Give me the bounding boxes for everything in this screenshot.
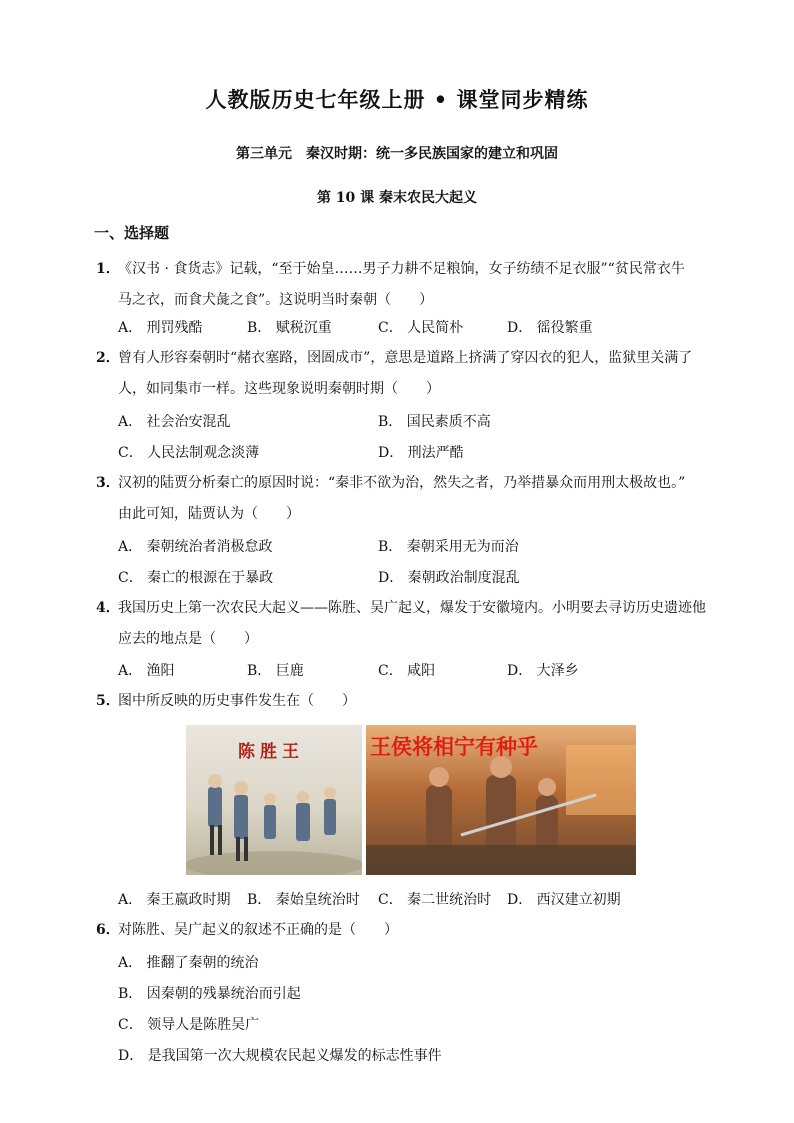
question-text-cont: 马之衣，而食犬彘之食”。这说明当时秦朝（ ） xyxy=(118,292,434,308)
section-heading: 一、选择题 xyxy=(94,224,170,242)
question-text: 图中所反映的历史事件发生在（ ） xyxy=(118,693,356,709)
question-text: 曾有人形容秦朝时“赭衣塞路，囹圄成市”，意思是道路上挤满了穿囚衣的犯人，监狱里关满了 xyxy=(118,350,693,366)
option-b[interactable]: B． 赋税沉重 xyxy=(247,320,332,336)
unit-heading: 第三单元 秦汉时期：统一多民族国家的建立和巩固 xyxy=(236,146,558,162)
question-text-cont: 人，如同集市一样。这些现象说明秦朝时期（ ） xyxy=(118,381,440,397)
option-d[interactable]: D． 是我国第一次大规模农民起义爆发的标志性事件 xyxy=(118,1048,442,1064)
question-number: 1． xyxy=(96,261,120,277)
option-a[interactable]: A． 推翻了秦朝的统治 xyxy=(118,955,259,971)
option-a[interactable]: A． 秦王嬴政时期 xyxy=(118,892,231,908)
option-d[interactable]: D． 刑法严酷 xyxy=(378,445,464,461)
question-number: 2． xyxy=(96,350,120,366)
figure-caption-1: 陈胜王 xyxy=(238,742,304,762)
question-number: 5． xyxy=(96,693,120,709)
option-a[interactable]: A． 渔阳 xyxy=(118,663,175,679)
question-number: 6． xyxy=(96,922,120,938)
option-a[interactable]: A． 社会治安混乱 xyxy=(118,414,231,430)
question-5 xyxy=(96,686,708,717)
option-b[interactable]: B． 秦朝采用无为而治 xyxy=(378,539,519,555)
option-c[interactable]: C． 秦二世统治时 xyxy=(378,892,492,908)
question-number: 3． xyxy=(96,475,120,491)
option-c[interactable]: C． 秦亡的根源在于暴政 xyxy=(118,570,274,586)
page-title: 人教版历史七年级上册 • 课堂同步精练 xyxy=(205,87,589,112)
question-text-cont: 应去的地点是（ ） xyxy=(118,631,258,647)
option-c[interactable]: C． 咸阳 xyxy=(378,663,436,679)
option-a[interactable]: A． 刑罚残酷 xyxy=(118,320,203,336)
question-1 xyxy=(96,254,708,316)
illustration-chen-sheng-wang xyxy=(186,725,362,875)
option-c[interactable]: C． 人民简朴 xyxy=(378,320,464,336)
question-2 xyxy=(96,343,708,405)
question-text-cont: 由此可知，陆贾认为（ ） xyxy=(118,506,300,522)
question-text: 《汉书 · 食货志》记载，“至于始皇……男子力耕不足粮饷，女子纺绩不足衣服”“贫民常衣牛 xyxy=(118,261,685,277)
question-3 xyxy=(96,468,708,530)
option-b[interactable]: B． 因秦朝的残暴统治而引起 xyxy=(118,986,301,1002)
option-c[interactable]: C． 人民法制观念淡薄 xyxy=(118,445,260,461)
option-b[interactable]: B． 国民素质不高 xyxy=(378,414,491,430)
question-number: 4． xyxy=(96,600,120,616)
question-text: 我国历史上第一次农民大起义——陈胜、吴广起义，爆发于安徽境内。小明要去寻访历史遗迹他 xyxy=(118,600,706,616)
lesson-heading: 第 10 课 秦末农民大起义 xyxy=(316,190,478,206)
question-4 xyxy=(96,593,708,655)
question-6 xyxy=(96,915,708,946)
figure-caption-2: 王侯将相宁有种乎 xyxy=(370,734,538,759)
question-text: 对陈胜、吴广起义的叙述不正确的是（ ） xyxy=(118,922,398,938)
option-d[interactable]: D． 徭役繁重 xyxy=(507,320,593,336)
option-b[interactable]: B． 秦始皇统治时 xyxy=(247,892,360,908)
option-c[interactable]: C． 领导人是陈胜吴广 xyxy=(118,1017,260,1033)
option-b[interactable]: B． 巨鹿 xyxy=(247,663,304,679)
option-a[interactable]: A． 秦朝统治者消极怠政 xyxy=(118,539,273,555)
option-d[interactable]: D． 秦朝政治制度混乱 xyxy=(378,570,520,586)
option-d[interactable]: D． 大泽乡 xyxy=(507,663,579,679)
illustration-uprising xyxy=(366,725,636,875)
option-d[interactable]: D． 西汉建立初期 xyxy=(507,892,621,908)
question-text: 汉初的陆贾分析秦亡的原因时说：“秦非不欲为治，然失之者，乃举措暴众而用刑太极故也。” xyxy=(118,475,686,491)
